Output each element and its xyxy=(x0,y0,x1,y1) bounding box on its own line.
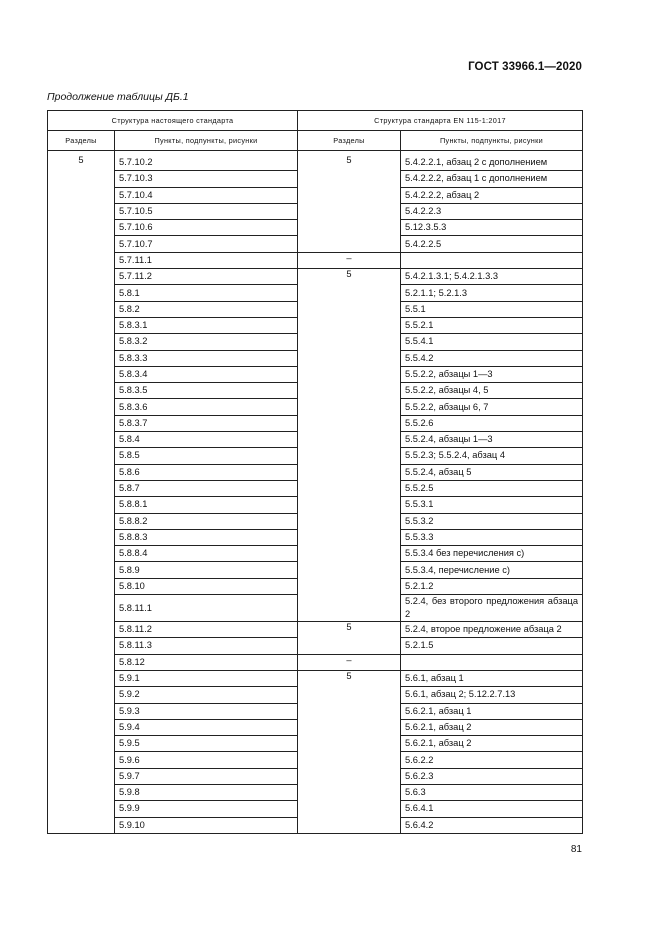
item-cell: 5.8.4 xyxy=(115,432,298,448)
item-cell: 5.8.8.4 xyxy=(115,546,298,562)
item-cell: 5.9.5 xyxy=(115,736,298,752)
col-header-en-sections: Разделы xyxy=(298,131,401,151)
item-cell: 5.8.9 xyxy=(115,562,298,578)
item-cell: 5.8.8.3 xyxy=(115,529,298,545)
en-item-cell: 5.5.2.2, абзацы 4, 5 xyxy=(401,383,583,399)
section-cell: 5 xyxy=(48,151,115,834)
table-row xyxy=(48,269,583,285)
en-item-cell: 5.5.4.2 xyxy=(401,350,583,366)
en-section-cell: 5 xyxy=(298,269,401,622)
table-row xyxy=(48,654,583,670)
en-section-cell: – xyxy=(298,252,401,268)
standard-designation: ГОСТ 33966.1—2020 xyxy=(468,61,582,73)
en-item-cell: 5.2.4, без второго предложения абзаца 2 xyxy=(401,595,583,622)
group-header-en: Структура стандарта EN 115-1:2017 xyxy=(298,111,583,131)
en-section-cell: – xyxy=(298,654,401,670)
item-cell: 5.8.6 xyxy=(115,464,298,480)
item-cell: 5.8.8.2 xyxy=(115,513,298,529)
en-item-cell: 5.4.2.2.2, абзац 1 с дополнением xyxy=(401,171,583,187)
en-item-cell: 5.5.2.1 xyxy=(401,317,583,333)
item-cell: 5.9.7 xyxy=(115,768,298,784)
en-item-cell: 5.5.2.5 xyxy=(401,480,583,496)
en-item-cell: 5.4.2.2.1, абзац 2 с дополнением xyxy=(401,151,583,171)
item-cell: 5.8.11.2 xyxy=(115,622,298,638)
en-item-cell: 5.5.4.1 xyxy=(401,334,583,350)
en-section-cell: 5 xyxy=(298,622,401,655)
item-cell: 5.7.10.5 xyxy=(115,203,298,219)
item-cell: 5.8.3.7 xyxy=(115,415,298,431)
item-cell: 5.8.12 xyxy=(115,654,298,670)
en-item-cell: 5.5.3.4, перечисление с) xyxy=(401,562,583,578)
en-item-cell: 5.6.2.1, абзац 1 xyxy=(401,703,583,719)
en-item-cell: 5.5.2.2, абзацы 6, 7 xyxy=(401,399,583,415)
en-item-cell: 5.6.2.1, абзац 2 xyxy=(401,719,583,735)
en-item-cell: 5.5.2.4, абзацы 1—3 xyxy=(401,432,583,448)
en-item-cell: 5.5.1 xyxy=(401,301,583,317)
item-cell: 5.7.11.1 xyxy=(115,252,298,268)
item-cell: 5.8.3.4 xyxy=(115,366,298,382)
en-item-cell: 5.6.2.2 xyxy=(401,752,583,768)
item-cell: 5.9.4 xyxy=(115,719,298,735)
en-item-cell: 5.5.3.4 без перечисления с) xyxy=(401,546,583,562)
en-item-cell: 5.2.1.1; 5.2.1.3 xyxy=(401,285,583,301)
en-item-cell: 5.6.2.3 xyxy=(401,768,583,784)
en-item-cell: 5.2.4, второе предложение абзаца 2 xyxy=(401,622,583,638)
page-number: 81 xyxy=(570,844,582,855)
en-item-cell: 5.5.3.3 xyxy=(401,529,583,545)
en-section-cell: 5 xyxy=(298,151,401,253)
en-item-cell: 5.6.4.1 xyxy=(401,801,583,817)
en-item-cell xyxy=(401,252,583,268)
item-cell: 5.7.10.6 xyxy=(115,220,298,236)
item-cell: 5.9.10 xyxy=(115,817,298,833)
item-cell: 5.7.10.3 xyxy=(115,171,298,187)
table-row xyxy=(48,151,583,171)
item-cell: 5.8.11.1 xyxy=(115,595,298,622)
en-item-cell: 5.4.2.2.3 xyxy=(401,203,583,219)
item-cell: 5.9.2 xyxy=(115,687,298,703)
en-item-cell: 5.5.3.2 xyxy=(401,513,583,529)
item-cell: 5.8.3.6 xyxy=(115,399,298,415)
item-cell: 5.8.3.3 xyxy=(115,350,298,366)
en-section-cell: 5 xyxy=(298,670,401,833)
en-item-cell: 5.5.2.3; 5.5.2.4, абзац 4 xyxy=(401,448,583,464)
en-item-cell: 5.5.2.2, абзацы 1—3 xyxy=(401,366,583,382)
en-item-cell: 5.4.2.1.3.1; 5.4.2.1.3.3 xyxy=(401,269,583,285)
item-cell: 5.8.10 xyxy=(115,578,298,594)
en-item-cell: 5.2.1.2 xyxy=(401,578,583,594)
en-item-cell xyxy=(401,654,583,670)
item-cell: 5.8.5 xyxy=(115,448,298,464)
en-item-cell: 5.12.3.5.3 xyxy=(401,220,583,236)
item-cell: 5.8.3.5 xyxy=(115,383,298,399)
item-cell: 5.8.2 xyxy=(115,301,298,317)
en-item-cell: 5.6.3 xyxy=(401,784,583,800)
en-item-cell: 5.2.1.5 xyxy=(401,638,583,654)
en-item-cell: 5.6.1, абзац 1 xyxy=(401,670,583,686)
item-cell: 5.8.7 xyxy=(115,480,298,496)
item-cell: 5.9.9 xyxy=(115,801,298,817)
item-cell: 5.8.1 xyxy=(115,285,298,301)
item-cell: 5.8.3.2 xyxy=(115,334,298,350)
table-caption: Продолжение таблицы ДБ.1 xyxy=(47,91,189,103)
en-item-cell: 5.5.3.1 xyxy=(401,497,583,513)
col-header-en-items: Пункты, подпункты, рисунки xyxy=(401,131,583,151)
en-item-cell: 5.5.2.6 xyxy=(401,415,583,431)
correspondence-table xyxy=(47,110,583,834)
en-item-cell: 5.6.1, абзац 2; 5.12.2.7.13 xyxy=(401,687,583,703)
table-row xyxy=(48,622,583,638)
table-row xyxy=(48,252,583,268)
col-header-sections: Разделы xyxy=(48,131,115,151)
col-header-items: Пункты, подпункты, рисунки xyxy=(115,131,298,151)
item-cell: 5.7.10.4 xyxy=(115,187,298,203)
en-item-cell: 5.5.2.4, абзац 5 xyxy=(401,464,583,480)
item-cell: 5.9.3 xyxy=(115,703,298,719)
en-item-cell: 5.6.2.1, абзац 2 xyxy=(401,736,583,752)
item-cell: 5.9.6 xyxy=(115,752,298,768)
group-header-current: Структура настоящего стандарта xyxy=(48,111,298,131)
item-cell: 5.8.11.3 xyxy=(115,638,298,654)
item-cell: 5.9.8 xyxy=(115,784,298,800)
en-item-cell: 5.6.4.2 xyxy=(401,817,583,833)
en-item-cell: 5.4.2.2.5 xyxy=(401,236,583,252)
item-cell: 5.8.3.1 xyxy=(115,317,298,333)
item-cell: 5.9.1 xyxy=(115,670,298,686)
item-cell: 5.7.11.2 xyxy=(115,269,298,285)
item-cell: 5.7.10.7 xyxy=(115,236,298,252)
item-cell: 5.7.10.2 xyxy=(115,151,298,171)
en-item-cell: 5.4.2.2.2, абзац 2 xyxy=(401,187,583,203)
item-cell: 5.8.8.1 xyxy=(115,497,298,513)
table-row xyxy=(48,670,583,686)
